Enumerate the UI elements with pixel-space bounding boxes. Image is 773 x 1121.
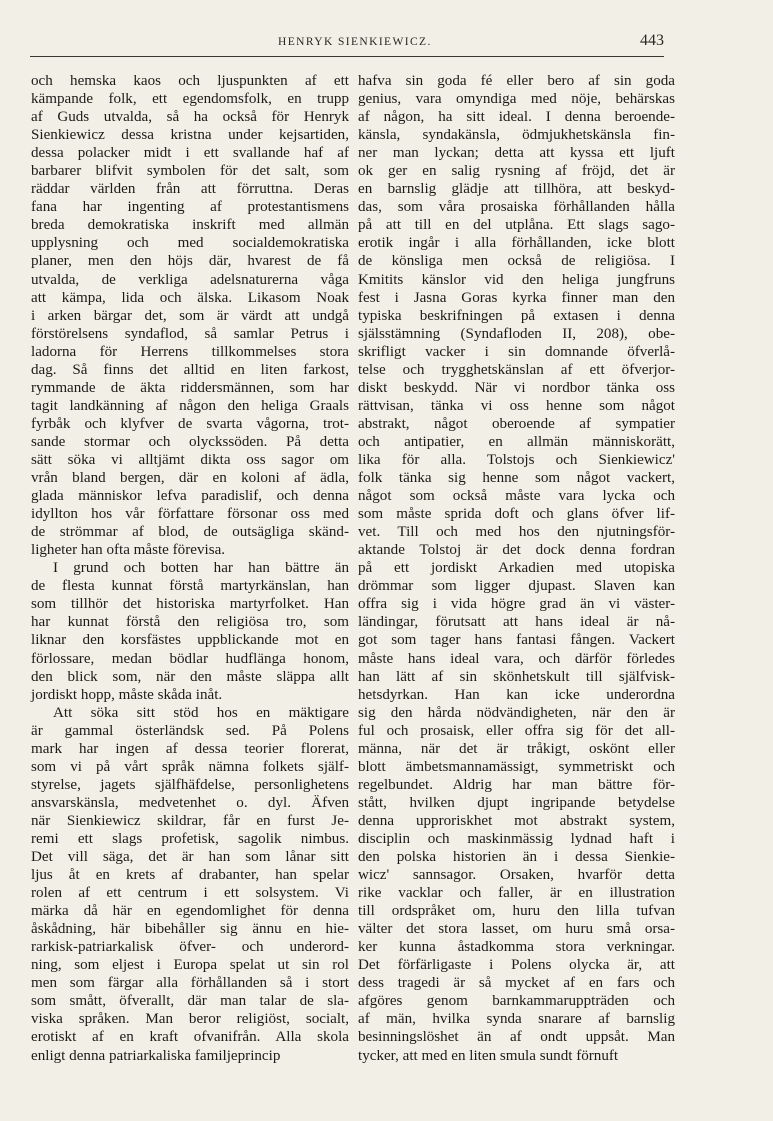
text-line: på ett jordiskt Arkadien med utopiska <box>358 560 675 577</box>
text-line: något som också måste vara lycka och <box>358 488 675 505</box>
text-line: vet. Till och med hos den njutningsför- <box>358 524 675 541</box>
text-line: Kmitits känslor vid den heliga jungfruns <box>358 271 675 288</box>
text-line: dessa polacker midt i ett svallande haf af <box>31 145 349 162</box>
text-line: räddar världen från att förruttna. Deras <box>31 181 349 198</box>
text-line: på att till en del utplåna. Ett slags sago- <box>358 217 675 234</box>
text-line: själsstämning (Syndafloden II, 208), obe- <box>358 325 675 342</box>
text-line: styrelse, jagets själfhäfdelse, personlighetens <box>31 776 349 793</box>
text-line: tycker, att med en liten smula sundt förnuft <box>358 1047 619 1064</box>
text-line: rike vacklar och faller, är en illustration <box>358 885 675 902</box>
text-line: Att söka sitt stöd hos en mäktigare <box>53 704 349 721</box>
text-line: dag. Så finns det alltid en liten farkost, <box>31 361 349 378</box>
text-line: utvalda, de verkliga adelsnaturerna våga <box>31 271 349 288</box>
text-line: till ordspråket om, huru den lilla tufvan <box>358 903 675 920</box>
text-line: mark har ingen af dessa teorier florerat, <box>31 740 349 757</box>
text-line: got som tager hans fantasi fången. Vackert <box>358 632 675 649</box>
text-line: upplysning och med socialdemokratiska <box>31 235 349 252</box>
text-line: är gammal österländsk sed. På Polens <box>31 722 349 739</box>
text-line: att kämpa, lida och älska. Likasom Noak <box>31 289 349 306</box>
text-line: åskådning, här bibehåller sig ännu en hie- <box>31 921 349 938</box>
text-line: dess tragedi är så mycket af en fars och <box>358 975 675 992</box>
text-line: förstörelsens syndaflod, så samlar Petrus i <box>31 325 349 342</box>
text-line: typiska beskrifningen på extasen i denna <box>358 307 675 324</box>
text-line: folk tänka sig henne som något vackert, <box>358 470 675 487</box>
text-line: känsla, syndakänsla, ödmjukhetskänsla fin- <box>358 127 675 144</box>
text-line: breda demokratiska inskrift med allmän <box>31 217 349 234</box>
text-line: rättvisan, tänka vi oss henne som något <box>358 397 675 414</box>
text-line: af män, hvilka synda snarare af barnslig <box>358 1011 675 1028</box>
text-line: planer, men den höjs där, hvarest de få <box>31 253 349 270</box>
text-line: sande stormar och olyckssöden. På detta <box>31 433 349 450</box>
text-line: ker kunna åstadkomma stora verkningar. <box>358 939 675 956</box>
text-line: fest i Jasna Goras kyrka finner man den <box>358 289 675 306</box>
text-line: den blick som, när den måste släppa allt <box>31 668 349 685</box>
text-line: besinningslöshet än af ondt uppsåt. Man <box>358 1029 675 1046</box>
text-line: de könsliga men också de religiösa. I <box>358 253 675 270</box>
text-line: viska språken. Man beror religiöst, socialt, <box>31 1011 349 1028</box>
text-line: idyllton hos vår författare försonar oss med <box>31 506 349 523</box>
page-number: 443 <box>640 32 664 49</box>
text-line: kämpande folk, ett egendomsfolk, en trupp <box>31 91 349 108</box>
text-line: fyrbåk och klyfver de svarta vågorna, trot- <box>31 415 349 432</box>
right-text-column <box>358 72 675 1065</box>
text-line: och hemska kaos och ljuspunkten af ett <box>31 73 349 89</box>
text-line: telse och trygghetskänslan af ett öfverjor- <box>358 361 675 378</box>
header-rule <box>30 56 664 57</box>
text-line: rymmande de äkta riddersmännen, som har <box>31 379 349 396</box>
text-line: I grund och botten har han bättre än <box>53 560 349 577</box>
text-line: när Sienkiewicz skildrar, får en furst Je- <box>31 812 349 829</box>
text-line: offra sig i vida högre grad än vi väster- <box>358 596 675 613</box>
text-line: fana har ingenting af protestantismens <box>31 199 349 216</box>
text-line: liknar den korsfästes uppblickande mot en <box>31 632 349 649</box>
text-line: de strömmar af blod, de outsägliga skänd- <box>31 524 349 541</box>
text-line: måste hans ideal vara, och därför förledes <box>358 650 675 667</box>
text-line: märka då här en egendomlighet för denna <box>31 903 349 920</box>
text-line: ful och prosaisk, eller offra sig för det all- <box>358 722 675 739</box>
text-line: Det vill säga, det är han som lånar sitt <box>31 849 349 866</box>
text-line: stått, hvilken djupt ingripande betydelse <box>358 794 675 811</box>
text-line: de flesta kunnat förstå martyrkänslan, han <box>31 578 349 595</box>
text-line: abstrakt, något oberoende af sympatier <box>358 415 675 432</box>
text-line: das, som våra prosaiska förhållanden hålla <box>358 199 675 216</box>
text-line: afgöres genom barnkammaruppträden och <box>358 993 675 1010</box>
text-line: disciplin och maskinmässig lydnad haft i <box>358 830 675 847</box>
text-line: som tillhör det historiska martyrfolket. Han <box>31 596 349 613</box>
text-line: som smått, öfverallt, där man talar de sla- <box>31 993 349 1010</box>
text-line: och antipatier, en allmän människorätt, <box>358 433 675 450</box>
text-line: sätt söka vi alltjämt dikta oss sagor om <box>31 451 349 468</box>
text-line: ok ger en salig rysning af fröjd, det är <box>358 163 675 180</box>
text-line: ljus åt en krets af drabanter, han spelar <box>31 867 349 884</box>
text-line: aktande Tolstoj är det dock denna fordran <box>358 542 675 559</box>
text-line: hetsdyrkan. Han kan icke underordna <box>358 686 675 703</box>
text-line: diskt beskydd. När vi nordbor tänka oss <box>358 379 675 396</box>
text-line: lika för alla. Tolstojs och Sienkiewicz' <box>358 451 675 468</box>
text-line: hafva sin goda fé eller bero af sin goda <box>358 73 675 89</box>
text-line: drömmar som ligger djupast. Slaven kan <box>358 578 675 595</box>
text-line: ner man lyckan; detta att kyssa ett ljuft <box>358 145 675 162</box>
text-line: skrifligt vacker i sin domnande öfverlå- <box>358 343 675 360</box>
text-line: Sienkiewicz dessa kristna under kejsartiden, <box>31 127 349 144</box>
text-line: rarkisk-patriarkalisk öfver- och underord- <box>31 939 349 956</box>
running-head: HENRYK SIENKIEWICZ. <box>278 36 432 48</box>
text-line: remi ett slags profetisk, sagolik nimbus. <box>31 830 349 847</box>
text-line: blott ämbetsmannamässigt, symmetriskt och <box>358 758 675 775</box>
left-text-column <box>31 72 349 1065</box>
text-line: ning, som eljest i Europa spelat ut sin rol <box>31 957 349 974</box>
text-line: regelbundet. Aldrig har man bättre för- <box>358 776 675 793</box>
text-line: i arken bärgar det, som är värdt att undgå <box>31 307 349 324</box>
text-line: männa, när det är tråkigt, oskönt eller <box>358 740 675 757</box>
text-line: rolen af ett centrum i ett solsystem. Vi <box>31 885 349 902</box>
text-line: han lätt af sin skönhetskult till själfvisk- <box>358 668 675 685</box>
text-line: af Guds utvalda, så ha också för Henryk <box>31 109 349 126</box>
text-line: ansvarskänsla, medvetenhet o. dyl. Äfven <box>31 794 349 811</box>
text-line: som måste sprida doft och glans öfver lif- <box>358 506 675 523</box>
text-line: den polska historien än i dessa Sienkie- <box>358 849 675 866</box>
text-line: glada människor lefva paradislif, och denna <box>31 488 349 505</box>
text-line: välter det stora lasset, om huru små orsa- <box>358 921 675 938</box>
text-line: som vi på vårt språk nämna folkets själf- <box>31 758 349 775</box>
text-line: Det förfärligaste i Polens olycka är, att <box>358 957 675 974</box>
page-header <box>30 34 664 56</box>
text-line: ländingar, förutsatt att hans ideal är nå- <box>358 614 675 631</box>
text-line: tagit landkänning af någon den heliga Graals <box>31 397 349 414</box>
text-line: genius, vara omyndiga med nöje, behärskas <box>358 91 675 108</box>
text-line: vrån bland bergen, där en koloni af ädla, <box>31 470 349 487</box>
text-line: ligheter han ofta måste förevisa. <box>31 542 226 559</box>
text-line: enligt denna patriarkaliska familjeprincip <box>31 1047 281 1064</box>
text-line: men som färgar alla förhållanden så i stort <box>31 975 349 992</box>
text-line: wicz' sannsagor. Orsaken, hvarför detta <box>358 867 675 884</box>
text-line: denna upproriskhet mot abstrakt system, <box>358 812 675 829</box>
text-line: erotik ingår i alla förhållanden, icke blott <box>358 235 675 252</box>
text-line: sig den hårda nödvändigheten, när den är <box>358 704 675 721</box>
text-line: af någon, ha sitt ideal. I denna beroende- <box>358 109 675 126</box>
text-line: jordiskt hopp, måste skåda inåt. <box>31 686 223 703</box>
text-line: erotiskt af en kraft ofvanifrån. Alla skola <box>31 1029 349 1046</box>
text-line: har kunnat förstå den religiösa tro, som <box>31 614 349 631</box>
text-line: en barnslig glädje att tillhöra, att beskyd- <box>358 181 675 198</box>
text-line: ladorna för Herrens tillkommelses stora <box>31 343 349 360</box>
text-line: barbarer blifvit symbolen för det salt, som <box>31 163 349 180</box>
text-line: förlossare, medan bödlar hudflänga honom, <box>31 650 349 667</box>
